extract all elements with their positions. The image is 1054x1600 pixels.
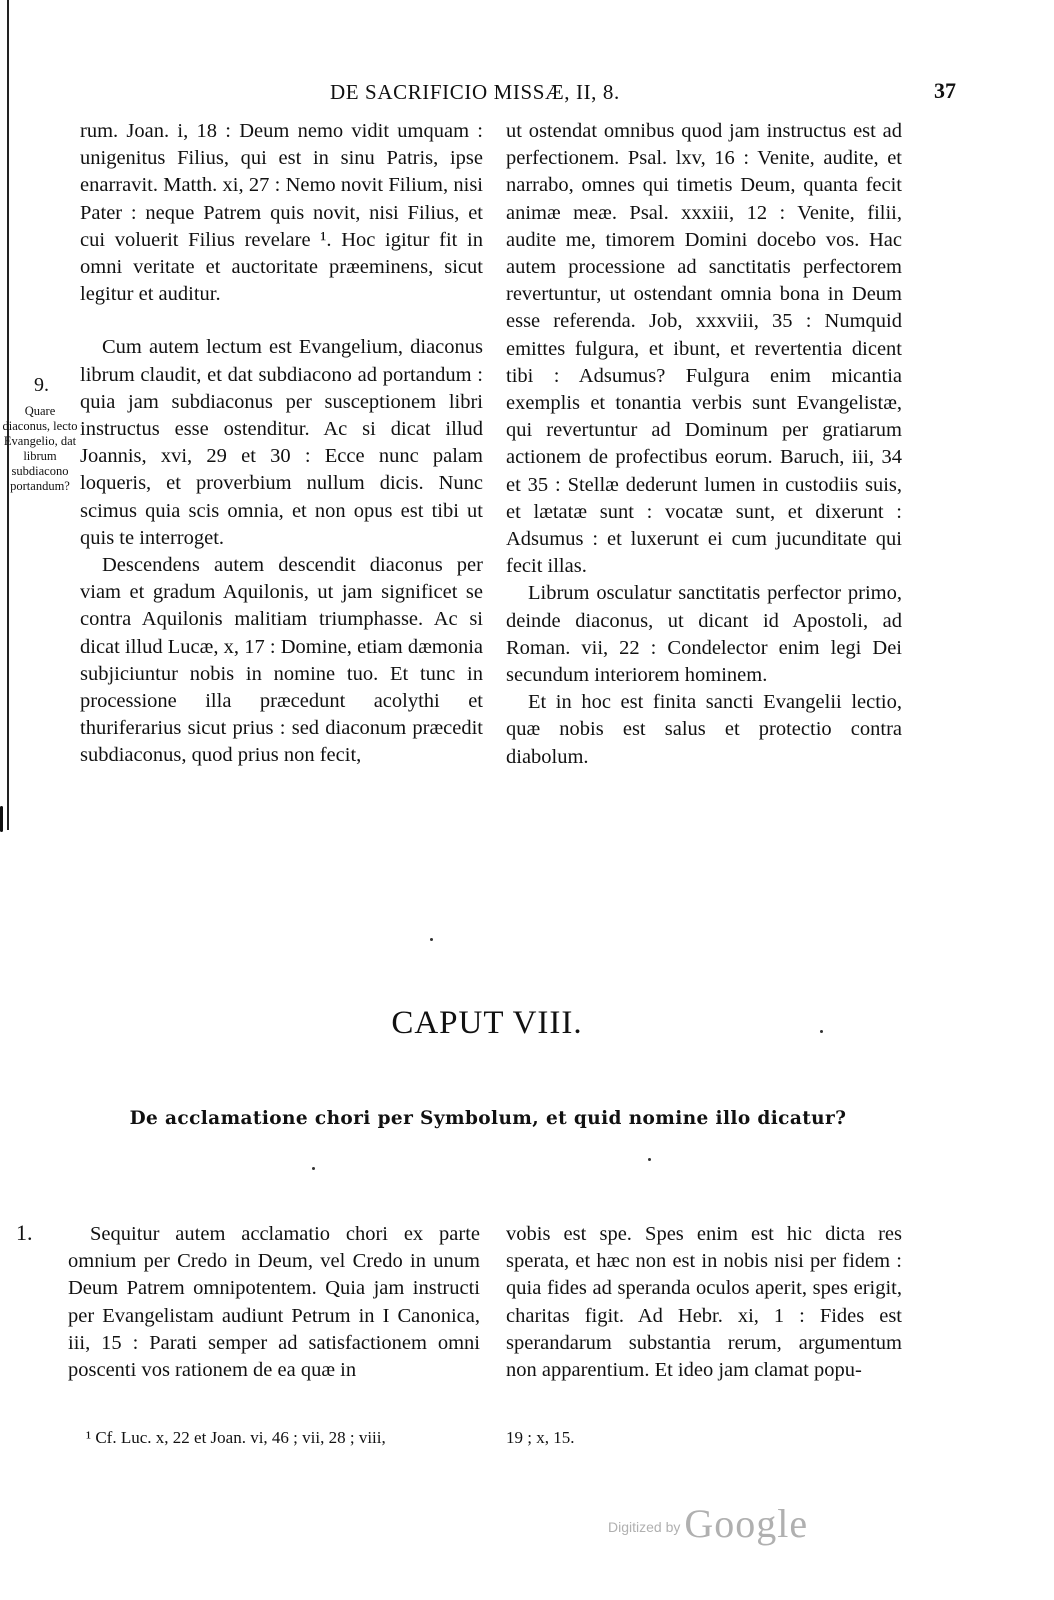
- marginal-note: Quare diaconus, lecto Evangelio, dat librum subdiacono portandum?: [2, 404, 78, 493]
- paragraph-librum-osculatur: Librum osculatur sanctitatis perfector primo, deinde diaconus, ut dicant id Apostoli, ad Roman. vii, 22 : Condelector enim legi Dei secundum interiorem hominem.: [506, 582, 902, 687]
- right-column-upper: [506, 118, 902, 771]
- paragraph-ut-ostendat: ut ostendat omnibus quod jam instructus est ad perfectionem. Psal. lxv, 16 : Venite, audite, et narrabo, omnes qui timetis Deum, quanta fecit animæ meæ. Psal. xxxiii, 12 : Venite, filii, audite me, timorem Domini docebo vos. Hac autem processione ad sanctitatis perfectorem revertuntur, ut ostendant omnia bona in Deum esse referenda. Job, xxxviii, 35 : Numquid emittes fulgura, et ibunt, et revertentia dicent tibi : Adsumus? Fulgura enim micantia exemplis et tonantia verbis sunt Evangelistæ, qui revertuntur ad Dominum per gratiarum actionem de profectibus eorum. Baruch, iii, 34 et 35 : Stellæ dederunt lumen in custodiis suis, et lætatæ sunt : vocatæ sunt, et dixerunt : Adsumus : et luxerunt ei cum jucunditate qui fecit illas.: [506, 120, 902, 578]
- chapter-heading: CAPUT VIII.: [391, 1005, 583, 1041]
- page-number: 37: [934, 78, 956, 103]
- section-number-1: 1.: [16, 1220, 33, 1245]
- paragraph-sequitur: Sequitur autem acclamatio chori ex parte omnium per Credo in Deum, vel Credo in unum Deum Patrem omnipotentem. Quia jam instructi per Evangelistam audiunt Petrum in I Canonica, iii, 15 : Parati semper ad satisfactionem omni poscenti vos rationem de ea quæ in: [68, 1223, 480, 1382]
- digitized-watermark: [608, 1500, 808, 1547]
- stray-mark: [312, 1167, 315, 1170]
- google-logo: Google: [684, 1501, 809, 1546]
- paragraph-descendens: Descendens autem descendit diaconus per viam et gradum Aquilonis, ut jam significet se contra Aquilonis malitiam triumphasse. Ac si dicat illud Lucæ, x, 17 : Domine, etiam dæmonia subjiciuntur nobis in nomine tuo. Et tunc in processione illa præcedunt acolythi et thuriferarius sicut prius : sed diaconum præcedit subdiaconus, quod prius non fecit,: [80, 554, 483, 767]
- stray-mark: [820, 1030, 823, 1033]
- right-column-lower: [506, 1221, 902, 1384]
- left-column-lower: [68, 1221, 480, 1384]
- section-number-9: 9.: [34, 374, 49, 396]
- paragraph-vobis: vobis est spe. Spes enim est hic dicta res sperata, et hæc non est in nobis nisi per fidem : quia fides ad speranda oculos aperit, spes erigit, charitas figit. Ad Hebr. xi, 1 : Fides est sperandarum substantia rerum, argumentum non apparentium. Et ideo jam clamat popu-: [506, 1223, 902, 1382]
- stray-mark: [430, 938, 433, 941]
- left-column-upper: [80, 118, 483, 770]
- stray-mark: [648, 1158, 651, 1161]
- chapter-subtitle: De acclamatione chori per Symbolum, et quid nomine illo dicatur?: [129, 1108, 847, 1129]
- watermark-prefix: Digitized by: [608, 1519, 681, 1535]
- paragraph-finita: Et in hoc est finita sancti Evangelii lectio, quæ nobis est salus et protectio contra diabolum.: [506, 691, 902, 768]
- running-title: DE SACRIFICIO MISSÆ, II, 8.: [330, 80, 620, 104]
- page-edge-mark: [0, 806, 3, 832]
- footnote-left: ¹ Cf. Luc. x, 22 et Joan. vi, 46 ; vii, 28 ; viii,: [86, 1428, 386, 1447]
- footnote-right: 19 ; x, 15.: [506, 1428, 575, 1447]
- paragraph-section-9: Cum autem lectum est Evangelium, diaconus librum claudit, et dat subdiacono ad portandum : quia jam subdiaconus per susceptionem libri instructus esse ostenditur. Ac si dicat illud Joannis, xvi, 29 et 30 : Ecce nunc palam loqueris, et proverbium nullum dicis. Nunc scimus quia scis omnia, et non opus est tibi ut quis te interroget.: [80, 336, 483, 549]
- paragraph-continuation: rum. Joan. i, 18 : Deum nemo vidit umquam : unigenitus Filius, qui est in sinu Patris, ipse enarravit. Matth. xi, 27 : Nemo novit Filium, nisi Pater : neque Patrem quis novit, nisi Filius, et cui voluerit Filius revelare ¹. Hoc igitur fit in omni veritate et auctoritate præeminens, sicut legitur et auditur.: [80, 120, 483, 306]
